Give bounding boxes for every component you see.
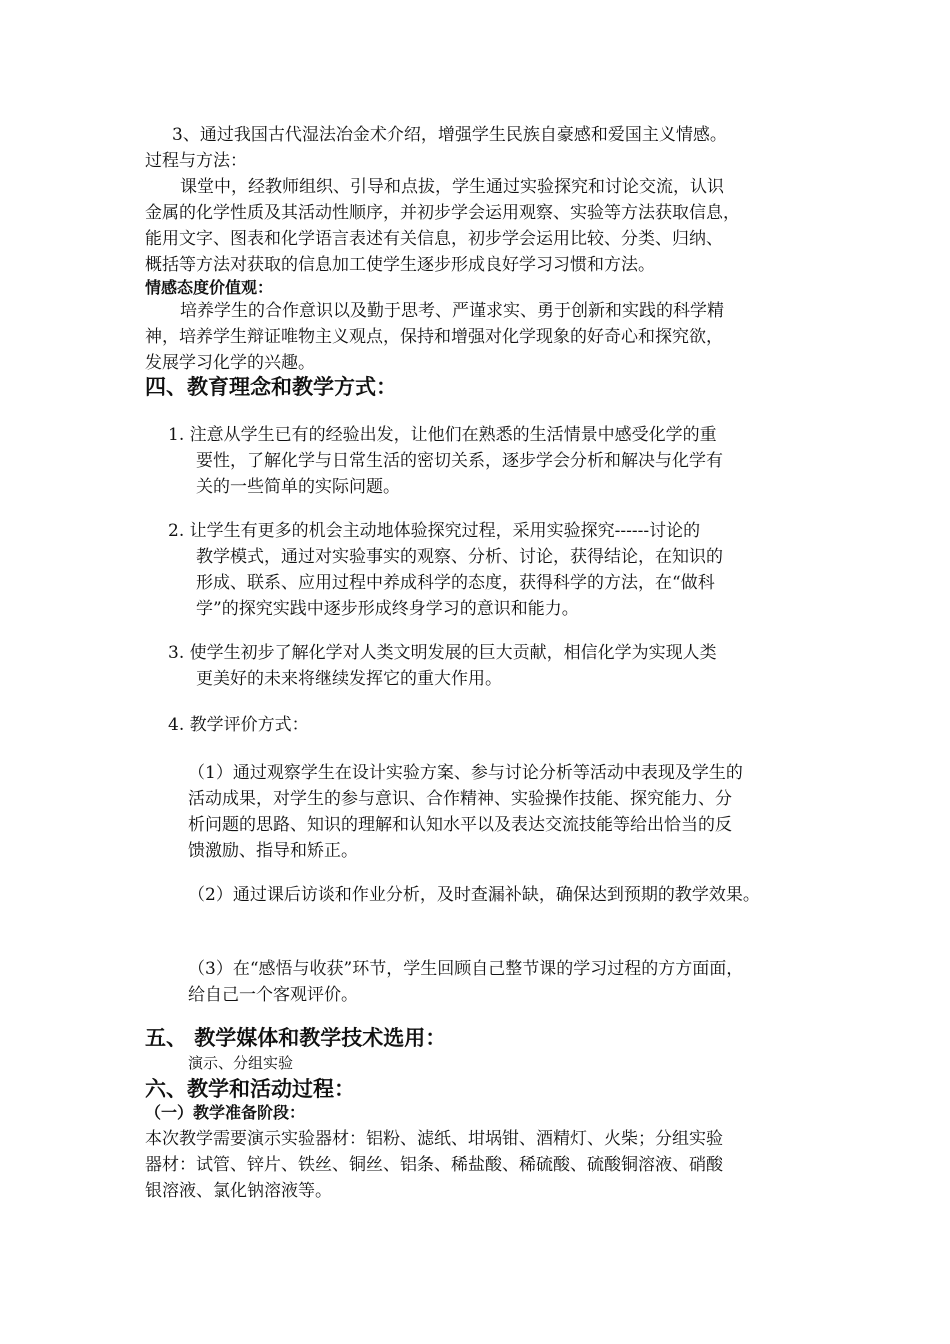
list-item-line: 2. 让学生有更多的机会主动地体验探究过程，采用实验探究------讨论的 xyxy=(168,521,701,541)
list-item-line: 要性，了解化学与日常生活的密切关系，逐步学会分析和解决与化学有 xyxy=(196,451,723,471)
evaluation-line: 活动成果，对学生的参与意识、合作精神、实验操作技能、探究能力、分 xyxy=(188,789,732,809)
list-item-line: 形成、联系、应用过程中养成科学的态度，获得科学的方法，在“做科 xyxy=(196,573,715,593)
materials-line: 器材：试管、锌片、铁丝、铜丝、铝条、稀盐酸、稀硫酸、硫酸铜溶液、硝酸 xyxy=(145,1155,723,1175)
paragraph-line: 培养学生的合作意识以及勤于思考、严谨求实、勇于创新和实践的科学精 xyxy=(180,301,724,321)
section-heading-6: 六、教学和活动过程： xyxy=(145,1077,355,1101)
subsection-heading: （一）教学准备阶段： xyxy=(145,1103,306,1122)
section-heading-5: 五、 教学媒体和教学技术选用： xyxy=(145,1026,447,1050)
list-item-line: 3. 使学生初步了解化学对人类文明发展的巨大贡献，相信化学为实现人类 xyxy=(168,643,717,663)
section-heading-4: 四、教育理念和教学方式： xyxy=(145,375,397,399)
paragraph-line: 金属的化学性质及其活动性顺序，并初步学会运用观察、实验等方法获取信息， xyxy=(145,203,740,223)
list-item-line: 1. 注意从学生已有的经验出发，让他们在熟悉的生活情景中感受化学的重 xyxy=(168,425,717,445)
materials-line: 本次教学需要演示实验器材：铝粉、滤纸、坩埚钳、酒精灯、火柴；分组实验 xyxy=(145,1129,723,1149)
paragraph-line: 课堂中，经教师组织、引导和点拔，学生通过实验探究和讨论交流，认识 xyxy=(180,177,724,197)
evaluation-line: 析问题的思路、知识的理解和认知水平以及表达交流技能等给出恰当的反 xyxy=(188,815,732,835)
list-item-line: 4. 教学评价方式： xyxy=(168,715,309,735)
paragraph-line: 神，培养学生辩证唯物主义观点，保持和增强对化学现象的好奇心和探究欲， xyxy=(145,327,723,347)
process-method-label: 过程与方法： xyxy=(145,151,247,171)
emotion-attitude-label: 情感态度价值观： xyxy=(145,278,274,297)
evaluation-line: 馈激励、指导和矫正。 xyxy=(188,841,358,861)
paragraph-line: 概括等方法对获取的信息加工使学生逐步形成良好学习习惯和方法。 xyxy=(145,255,655,275)
materials-line: 银溶液、氯化钠溶液等。 xyxy=(145,1181,332,1201)
evaluation-line: （1）通过观察学生在设计实验方案、参与讨论分析等活动中表现及学生的 xyxy=(188,763,743,783)
objective-3-text: 3、通过我国古代湿法冶金术介绍，增强学生民族自豪感和爱国主义情感。 xyxy=(172,125,727,145)
evaluation-line: （3）在“感悟与收获”环节，学生回顾自己整节课的学习过程的方方面面， xyxy=(188,959,744,979)
list-item-line: 更美好的未来将继续发挥它的重大作用。 xyxy=(196,669,502,689)
list-item-line: 关的一些简单的实际问题。 xyxy=(196,477,400,497)
evaluation-line: （2）通过课后访谈和作业分析，及时查漏补缺，确保达到预期的教学效果。 xyxy=(188,885,760,905)
paragraph-line: 发展学习化学的兴趣。 xyxy=(145,353,315,373)
evaluation-line: 给自己一个客观评价。 xyxy=(188,985,358,1005)
media-text: 演示、分组实验 xyxy=(188,1054,294,1072)
list-item-line: 学”的探究实践中逐步形成终身学习的意识和能力。 xyxy=(196,599,579,619)
paragraph-line: 能用文字、图表和化学语言表述有关信息，初步学会运用比较、分类、归纳、 xyxy=(145,229,723,249)
list-item-line: 教学模式，通过对实验事实的观察、分析、讨论，获得结论，在知识的 xyxy=(196,547,723,567)
